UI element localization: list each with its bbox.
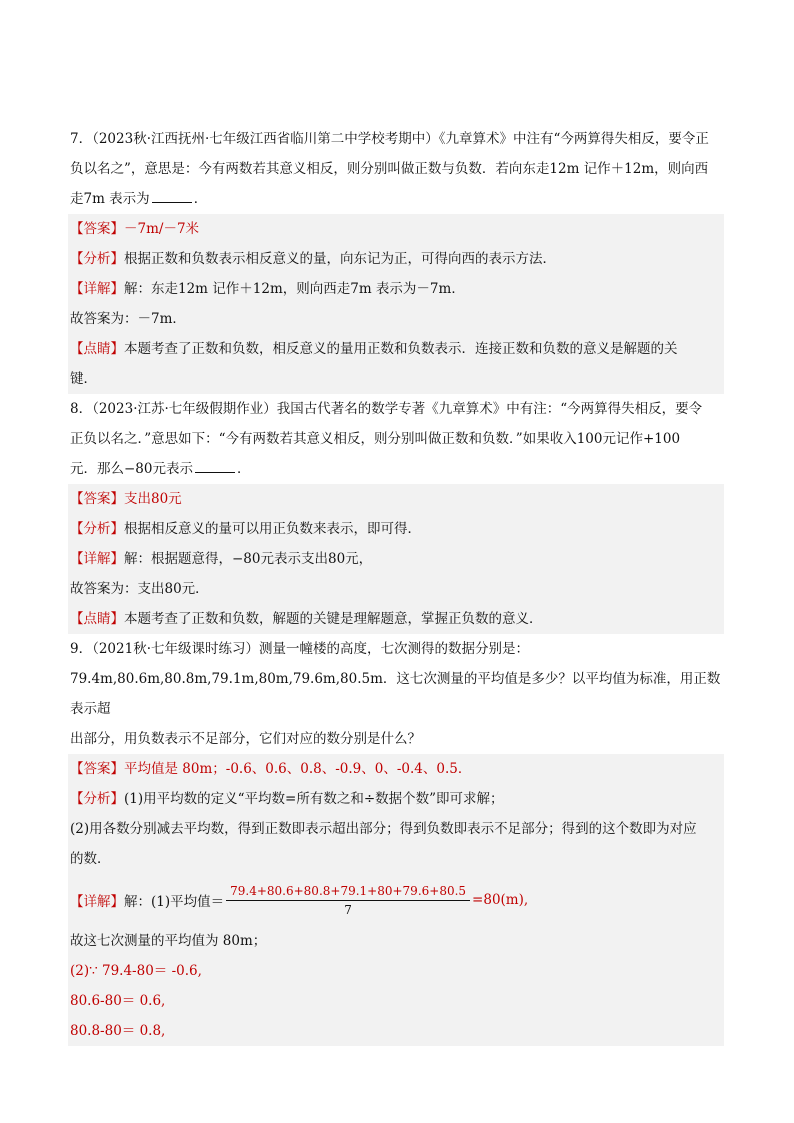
q7-detail — [68, 274, 724, 304]
analysis-tag: 【分析】 — [70, 521, 124, 537]
q7-line1: 7．（2023秋·江西抚州·七年级江西省临川第二中学校考期中）《九章算术》中注有“今两算得失相反，要令正 — [70, 131, 709, 147]
q8-analysis — [68, 514, 724, 544]
q9-step2: 80.6-80＝ 0.6, — [68, 986, 724, 1016]
q8-answer-text: 支出80元 — [124, 491, 182, 507]
q7-line2: 负以名之”，意思是：今有两数若其意义相反，则分别叫做正数与负数．若向东走12m 记作＋12m，则向西 — [70, 161, 709, 177]
comment-tag: 【点睛】 — [70, 611, 124, 627]
q9-detail — [68, 874, 724, 926]
q9-answer-text: 平均值是 80m；-0.6、0.6、0.8、-0.9、0、-0.4、0.5． — [124, 761, 472, 777]
answer-tag: 【答案】 — [70, 491, 124, 507]
answer-tag: 【答案】 — [70, 221, 124, 237]
q9-line3: 出部分，用负数表示不足部分，它们对应的数分别是什么？ — [70, 731, 421, 747]
q8-analysis-text: 根据相反意义的量可以用正负数来表示，即可得． — [124, 521, 421, 537]
detail-tag: 【详解】 — [70, 894, 124, 910]
fraction-numerator: 79.4+80.6+80.8+79.1+80+79.6+80.5 — [226, 884, 470, 901]
q7-answer-text: －7m/－7米 — [124, 221, 200, 237]
q7-line3-pre: 走7m 表示为 — [70, 191, 150, 207]
analysis-tag: 【分析】 — [70, 251, 124, 267]
q8-line2: 正负以名之．”意思如下：“今有两数若其意义相反，则分别叫做正数和负数．”如果收入100元记作+100 — [70, 431, 681, 447]
q9-answer — [68, 754, 724, 784]
q8-stem — [68, 394, 724, 484]
q7-conclusion: 故答案为：－7m． — [68, 304, 724, 334]
q7-detail-text: 解：东走12m 记作＋12m，则向西走7m 表示为－7m． — [124, 281, 465, 297]
q9-analysis — [68, 784, 724, 814]
q8-blank — [195, 458, 235, 473]
detail-tag: 【详解】 — [70, 551, 124, 567]
q7-comment-line2: 键． — [68, 364, 724, 394]
q8-line3-post: ． — [237, 461, 251, 477]
q9-line1: 9．（2021秋·七年级课时练习）测量一幢楼的高度，七次测得的数据分别是： — [70, 641, 529, 657]
answer-tag: 【答案】 — [70, 761, 124, 777]
q7-analysis — [68, 244, 724, 274]
q7-answer — [68, 214, 724, 244]
q9-analysis-line2: (2)用各数分别减去平均数，得到正数即表示超出部分；得到负数即表示不足部分；得到的这个数即为对应 — [68, 814, 724, 844]
q8-detail — [68, 544, 724, 574]
q9-step1: (2)∵ 79.4-80＝ -0.6, — [68, 956, 724, 986]
detail-tag: 【详解】 — [70, 281, 124, 297]
q8-detail-text: 解：根据题意得，−80元表示支出80元， — [124, 551, 373, 567]
average-fraction — [226, 884, 470, 917]
analysis-tag: 【分析】 — [70, 791, 124, 807]
comment-tag: 【点睛】 — [70, 341, 124, 357]
q8-answer — [68, 484, 724, 514]
q7-line3-post: ． — [193, 191, 208, 207]
q7-line3 — [70, 184, 722, 214]
q8-comment-text: 本题考查了正数和负数，解题的关键是理解题意，掌握正负数的意义． — [124, 611, 543, 627]
q8-comment — [68, 604, 724, 634]
q7-comment-text1: 本题考查了正数和负数，相反意义的量用正数和负数表示．连接正数和负数的意义是解题的关 — [124, 341, 678, 357]
q7-comment — [68, 334, 724, 364]
q9-detail-pre: 解：(1)平均值＝ — [124, 894, 225, 910]
q7-analysis-text: 根据正数和负数表示相反意义的量，向东记为正，可得向西的表示方法． — [124, 251, 556, 267]
q9-step3: 80.8-80＝ 0.8, — [68, 1016, 724, 1046]
q9-analysis-text1: (1)用平均数的定义“平均数=所有数之和÷数据个数”即可求解； — [124, 791, 504, 807]
q9-average-line: 故这七次测量的平均值为 80m； — [68, 926, 724, 956]
q8-line3-pre: 元．那么−80元表示 — [70, 461, 193, 477]
q9-line2: 79.4m,80.6m,80.8m,79.1m,80m,79.6m,80.5m．这七次测量的平均值是多少？以平均值为标准，用正数表示超 — [70, 671, 721, 717]
q7-blank — [152, 188, 192, 203]
fraction-denominator: 7 — [344, 902, 352, 917]
q7-stem — [68, 124, 724, 214]
q8-line1: 8．（2023·江苏·七年级假期作业）我国古代著名的数学专著《九章算术》中有注：“今两算得失相反，要令 — [70, 401, 703, 417]
q9-analysis-line3: 的数． — [68, 844, 724, 874]
content — [68, 124, 724, 1046]
q9-stem — [68, 634, 724, 754]
q8-line3 — [70, 454, 722, 484]
q9-detail-post: =80(m), — [472, 892, 529, 908]
q8-conclusion: 故答案为：支出80元． — [68, 574, 724, 604]
